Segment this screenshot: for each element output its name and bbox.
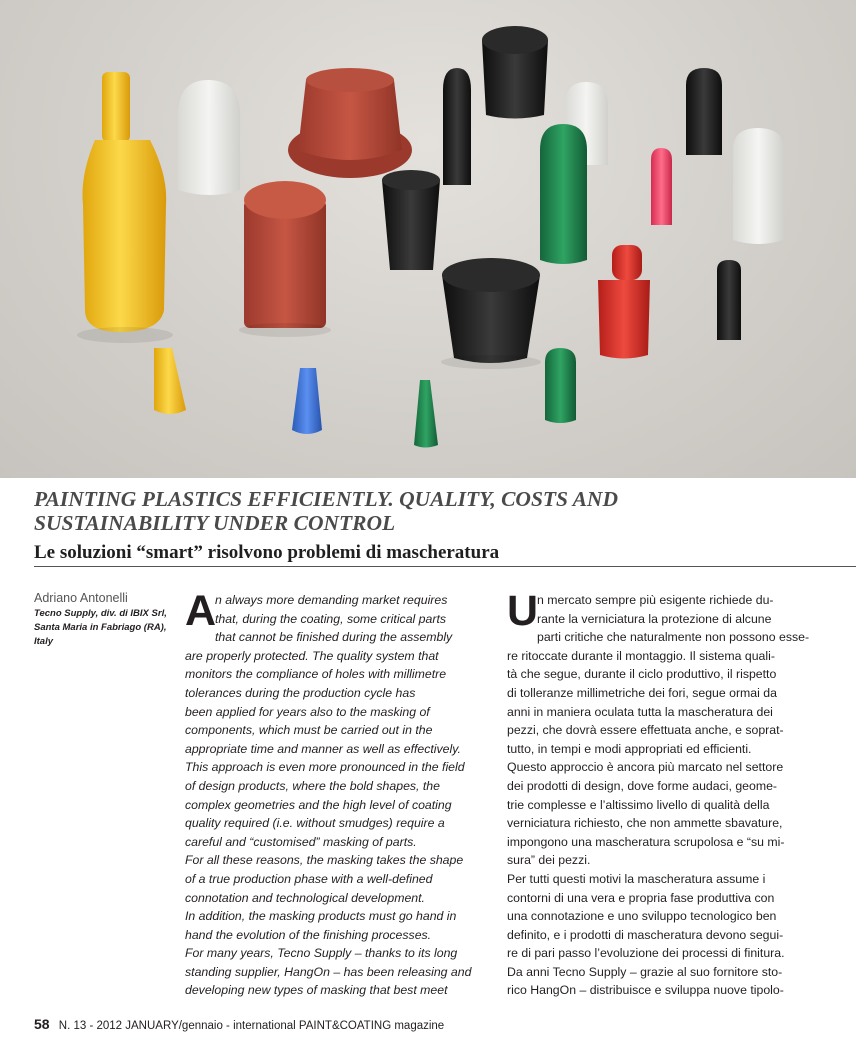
text-line: that, during the coating, some critical parts bbox=[215, 611, 447, 626]
text-line: anni in maniera oculata tutta la mascheratura dei bbox=[507, 704, 773, 719]
red-stepped-plug bbox=[598, 245, 650, 359]
article-title-line-1: PAINTING PLASTICS EFFICIENTLY. QUALITY, COSTS AND bbox=[34, 487, 618, 511]
text-line: una connotazione e uno sviluppo tecnologico ben bbox=[507, 909, 777, 924]
text-line: re di pari passo l’evoluzione dei processi di finitura. bbox=[507, 946, 785, 961]
text-line: n mercato sempre più esigente richiede du- bbox=[537, 593, 774, 607]
italian-dropcap: U bbox=[507, 587, 539, 635]
masking-plugs-illustration bbox=[0, 0, 856, 478]
text-line: are properly protected. The quality system that bbox=[185, 648, 439, 663]
text-line: In addition, the masking products must go hand in bbox=[185, 909, 457, 924]
italian-body bbox=[507, 587, 810, 1000]
affiliation-line: Tecno Supply, div. di IBIX Srl, bbox=[34, 608, 167, 619]
text-line: definito, e i prodotti di mascheratura devono segui- bbox=[507, 927, 784, 942]
text-line: impongono una mascheratura scrupolosa e “su mi- bbox=[507, 834, 785, 849]
text-line: hand the evolution of the finishing processes. bbox=[185, 927, 432, 942]
text-line: This approach is even more pronounced in the field bbox=[185, 760, 465, 775]
text-line: Da anni Tecno Supply – grazie al suo fornitore sto- bbox=[507, 964, 783, 979]
text-line: of design products, where the bold shapes, the bbox=[185, 778, 440, 793]
text-line: n always more demanding market requires bbox=[215, 593, 448, 607]
text-line: verniciatura richiesto, che non ammette sbavature, bbox=[507, 816, 783, 831]
italian-column bbox=[507, 587, 810, 1000]
article-subtitle: Le soluzioni “smart” risolvono problemi di mascheratura bbox=[34, 542, 500, 563]
text-line: monitors the compliance of holes with millimetre bbox=[185, 667, 447, 682]
text-line: standing supplier, HangOn – has been releasing and bbox=[185, 964, 472, 979]
text-line: that cannot be finished during the assembly bbox=[215, 630, 453, 645]
text-line: tà che segue, durante il ciclo produttivo, il rispetto bbox=[507, 667, 777, 682]
text-line: tolerances during the production cycle has bbox=[185, 685, 416, 700]
page-footer bbox=[34, 1016, 444, 1032]
black-small-pin bbox=[717, 260, 741, 340]
article-title-line-2: SUSTAINABILITY UNDER CONTROL bbox=[34, 511, 396, 535]
text-line: components, which must be carried out in the bbox=[185, 723, 433, 738]
red-cylinder-plug bbox=[244, 181, 326, 328]
footer-text: N. 13 - 2012 JANUARY/gennaio - international PAINT&COATING magazine bbox=[58, 1020, 445, 1032]
white-cap-left bbox=[178, 80, 240, 195]
green-thin-cone bbox=[414, 380, 438, 448]
affiliation-line: Italy bbox=[34, 636, 54, 647]
author-name: Adriano Antonelli bbox=[34, 591, 128, 605]
text-line: quality required (i.e. without smudges) require a bbox=[185, 816, 445, 831]
text-line: re ritoccate durante il montaggio. Il sistema quali- bbox=[507, 648, 775, 663]
text-line: contorni di una vera e propria fase produttiva con bbox=[507, 890, 775, 905]
text-line: For many years, Tecno Supply – thanks to its long bbox=[185, 946, 458, 961]
text-line: pezzi, che dovrà essere effettuata anche, e soprat- bbox=[507, 723, 784, 738]
text-line: rico HangOn – distribuisce e sviluppa nuove tipolo- bbox=[507, 983, 784, 998]
text-line: dei prodotti di design, dove forme audaci, geome- bbox=[507, 778, 778, 793]
blue-small-plug bbox=[292, 368, 322, 434]
text-line: Per tutti questi motivi la mascheratura assume i bbox=[507, 871, 766, 886]
english-column bbox=[185, 587, 487, 1000]
black-wide-plug bbox=[442, 258, 540, 363]
product-photo bbox=[0, 0, 856, 478]
author-affiliation bbox=[34, 607, 182, 649]
green-cap-small bbox=[545, 348, 576, 423]
text-line: di tolleranze millimetriche dei fori, segue ormai da bbox=[507, 685, 777, 700]
white-cap-right bbox=[733, 128, 784, 244]
black-conical-plug bbox=[382, 170, 440, 270]
article-title bbox=[34, 487, 834, 535]
heading-divider bbox=[34, 566, 856, 567]
text-line: connotation and technological development. bbox=[185, 890, 425, 905]
text-line: of a true production phase with a well-defined bbox=[185, 871, 433, 886]
text-line: rante la verniciatura la protezione di alcune bbox=[537, 611, 772, 626]
green-cap bbox=[540, 124, 587, 264]
text-line: sura” dei pezzi. bbox=[507, 853, 591, 868]
black-top-plug bbox=[482, 26, 548, 119]
text-line: appropriate time and manner as well as effectively. bbox=[185, 741, 461, 756]
author-block bbox=[34, 591, 182, 649]
red-conical-plug bbox=[288, 68, 412, 178]
pink-pin bbox=[651, 148, 672, 225]
yellow-small-plug bbox=[154, 348, 186, 414]
english-body bbox=[185, 587, 487, 1000]
yellow-bottle-plug bbox=[83, 72, 167, 332]
black-pin-plug bbox=[443, 68, 471, 185]
text-line: trie complesse e l’altissimo livello di qualità della bbox=[507, 797, 770, 812]
affiliation-line: Santa Maria in Fabriago (RA), bbox=[34, 622, 167, 633]
text-line: For all these reasons, the masking takes the shape bbox=[185, 853, 464, 868]
text-line: Questo approccio è ancora più marcato nel settore bbox=[507, 760, 784, 775]
text-line: complex geometries and the high level of coating bbox=[185, 797, 452, 812]
text-line: parti critiche che naturalmente non possono esse- bbox=[537, 630, 810, 645]
text-line: developing new types of masking that best meet bbox=[185, 983, 448, 998]
page-number: 58 bbox=[34, 1016, 50, 1032]
text-line: careful and “customised” masking of parts. bbox=[185, 834, 417, 849]
text-line: been applied for years also to the masking of bbox=[185, 704, 430, 719]
english-dropcap: A bbox=[185, 587, 217, 635]
article-heading bbox=[34, 487, 834, 565]
black-pin-right bbox=[686, 68, 722, 155]
text-line: tutto, in tempi e modi appropriati ed efficienti. bbox=[507, 741, 752, 756]
